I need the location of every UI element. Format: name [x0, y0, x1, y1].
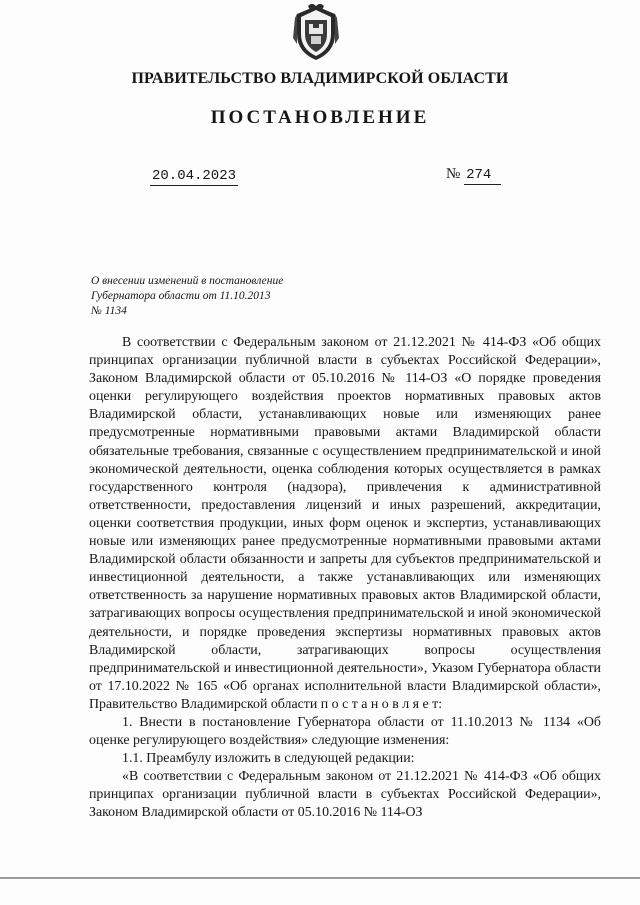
- number-sign: №: [446, 166, 461, 182]
- number-value: 274: [464, 167, 501, 185]
- body-paragraph: В соответствии с Федеральным законом от 21.12.2021 № 414-ФЗ «Об общих принципах организации публичной власти в субъектах Российской Федерации», Законом Владимирской области от 05.10.2016 № 114-ОЗ «О порядке проведения оценки регулирующего воздействия проектов нормативных правовых актов Владимирской области, устанавливающих новые или изменяющих ранее предусмотренные нормативными правовыми актами Владимирской области обязательные требования, связанные с осуществлением предпринимательской и иной экономической деятельности, оценка соблюдения которых осуществляется в рамках государственного контроля (надзора), привлечения к административной ответственности, предоставления лицензий и иных разрешений, аккредитации, оценки соответствия продукции, иных форм оценок и экспертиз, устанавливающих новые или изменяющих ранее предусмотренные нормативными правовыми актами Владимирской области обязанности и запреты для субъектов предпринимательской и инвестиционной деятельности, а также устанавливающих или изменяющих ответственность за нарушение нормативных правовых актов Владимирской области, затрагивающих вопросы осуществления предпринимательской и иной экономической деятельности, и порядке проведения экспертизы нормативных правовых актов Владимирской области, затрагивающих вопросы осуществления предпринимательской и инвестиционной деятельности», Указом Губернатора области от 17.10.2022 № 165 «Об органах исполнительной власти Владимирской области», Правительство Владимирской области п о с т а н о в л я е т:: [89, 335, 601, 712]
- subject-line: № 1134: [91, 305, 127, 317]
- document-subject: [91, 274, 331, 319]
- subject-line: Губернатора области от 11.10.2013: [91, 290, 271, 302]
- coat-of-arms-icon: [291, 4, 341, 62]
- document-date: 20.04.2023: [152, 168, 237, 184]
- document-number: [446, 166, 501, 183]
- organization-name: ПРАВИТЕЛЬСТВО ВЛАДИМИРСКОЙ ОБЛАСТИ: [131, 70, 509, 87]
- page-bottom-edge: [0, 877, 640, 879]
- body-paragraph: «В соответствии с Федеральным законом от 21.12.2021 № 414-ФЗ «Об общих принципах организации публичной власти в субъектах Российской Федерации», Законом Владимирской области от 05.10.2016 № 114-ОЗ: [89, 769, 601, 821]
- subject-line: О внесении изменений в постановление: [91, 275, 284, 287]
- document-type: ПОСТАНОВЛЕНИЕ: [210, 107, 430, 128]
- body-paragraph: 1. Внести в постановление Губернатора области от 11.10.2013 № 1134 «Об оценке регулирующего воздействия» следующие изменения:: [89, 714, 601, 749]
- body-paragraph: 1.1. Преамбулу изложить в следующей редакции:: [122, 751, 415, 767]
- document-body: [89, 334, 601, 823]
